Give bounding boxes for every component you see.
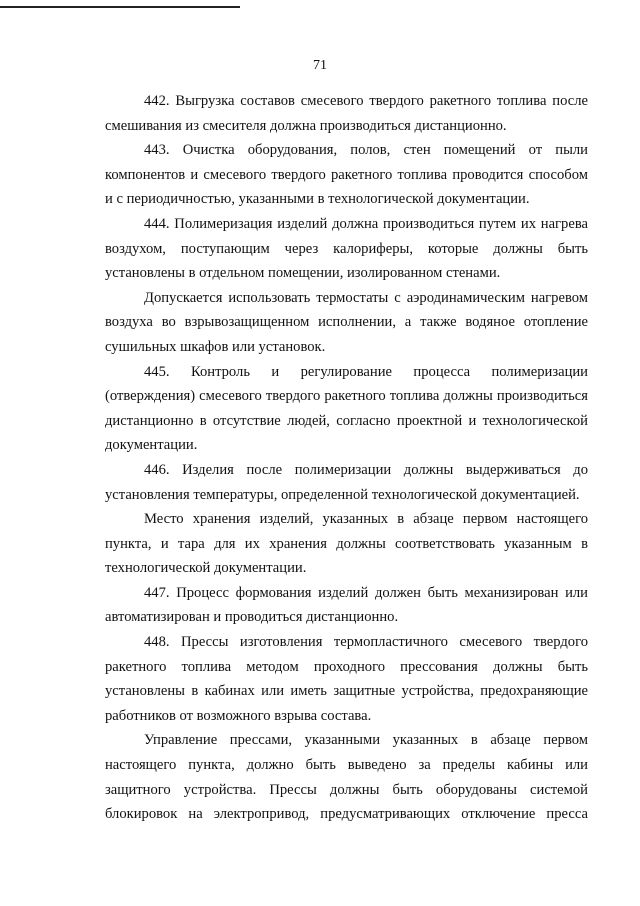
paragraph-448-press-control: Управление прессами, указанными указанных в абзаце первом настоящего пункта, должно быть выведено за пределы кабины или защитного устройства. Прессы должны быть оборудованы системой блокировок на электропривод, предусматривающих отключение пресса [105, 732, 588, 823]
paragraph-448: 448. Прессы изготовления термопластичного смесевого твердого ракетного топлива методом проходного прессования должны быть установлены в кабинах или иметь защитные устройства, предохраняющие работников от возможного взрыва состава. [105, 634, 588, 724]
document-body [105, 89, 588, 827]
page-number: 71 [313, 58, 327, 73]
paragraph-446-storage: Место хранения изделий, указанных в абзаце первом настоящего пункта, и тара для их хранения должны соответствовать указанным в технологической документации. [105, 511, 588, 577]
paragraph-447: 447. Процесс формования изделий должен быть механизирован или автоматизирован и проводиться дистанционно. [105, 584, 588, 626]
paragraph-446: 446. Изделия после полимеризации должны выдерживаться до установления температуры, определенной технологической документацией. [105, 461, 588, 503]
paragraph-442: 442. Выгрузка составов смесевого твердого ракетного топлива после смешивания из смесителя должна производиться дистанционно. [105, 93, 588, 134]
paragraph-443: 443. Очистка оборудования, полов, стен помещений от пыли компонентов и смесевого твердого ракетного топлива проводится способом и с периодичностью, указанными в технологической документации. [105, 142, 588, 208]
paragraph-444: 444. Полимеризация изделий должна производиться путем их нагрева воздухом, поступающим через калориферы, которые должны быть установлены в отдельном помещении, изолированном стенами. [105, 215, 588, 282]
paragraph-444-thermostats: Допускается использовать термостаты с аэродинамическим нагревом воздуха во взрывозащищенном исполнении, а также водяное отопление сушильных шкафов или установок. [105, 289, 588, 355]
top-rule [0, 6, 240, 8]
paragraph-445: 445. Контроль и регулирование процесса полимеризации (отверждения) смесевого твердого ракетного топлива должны производиться дистанционно в отсутствие людей, согласно проектной и технологической документации. [105, 363, 588, 454]
